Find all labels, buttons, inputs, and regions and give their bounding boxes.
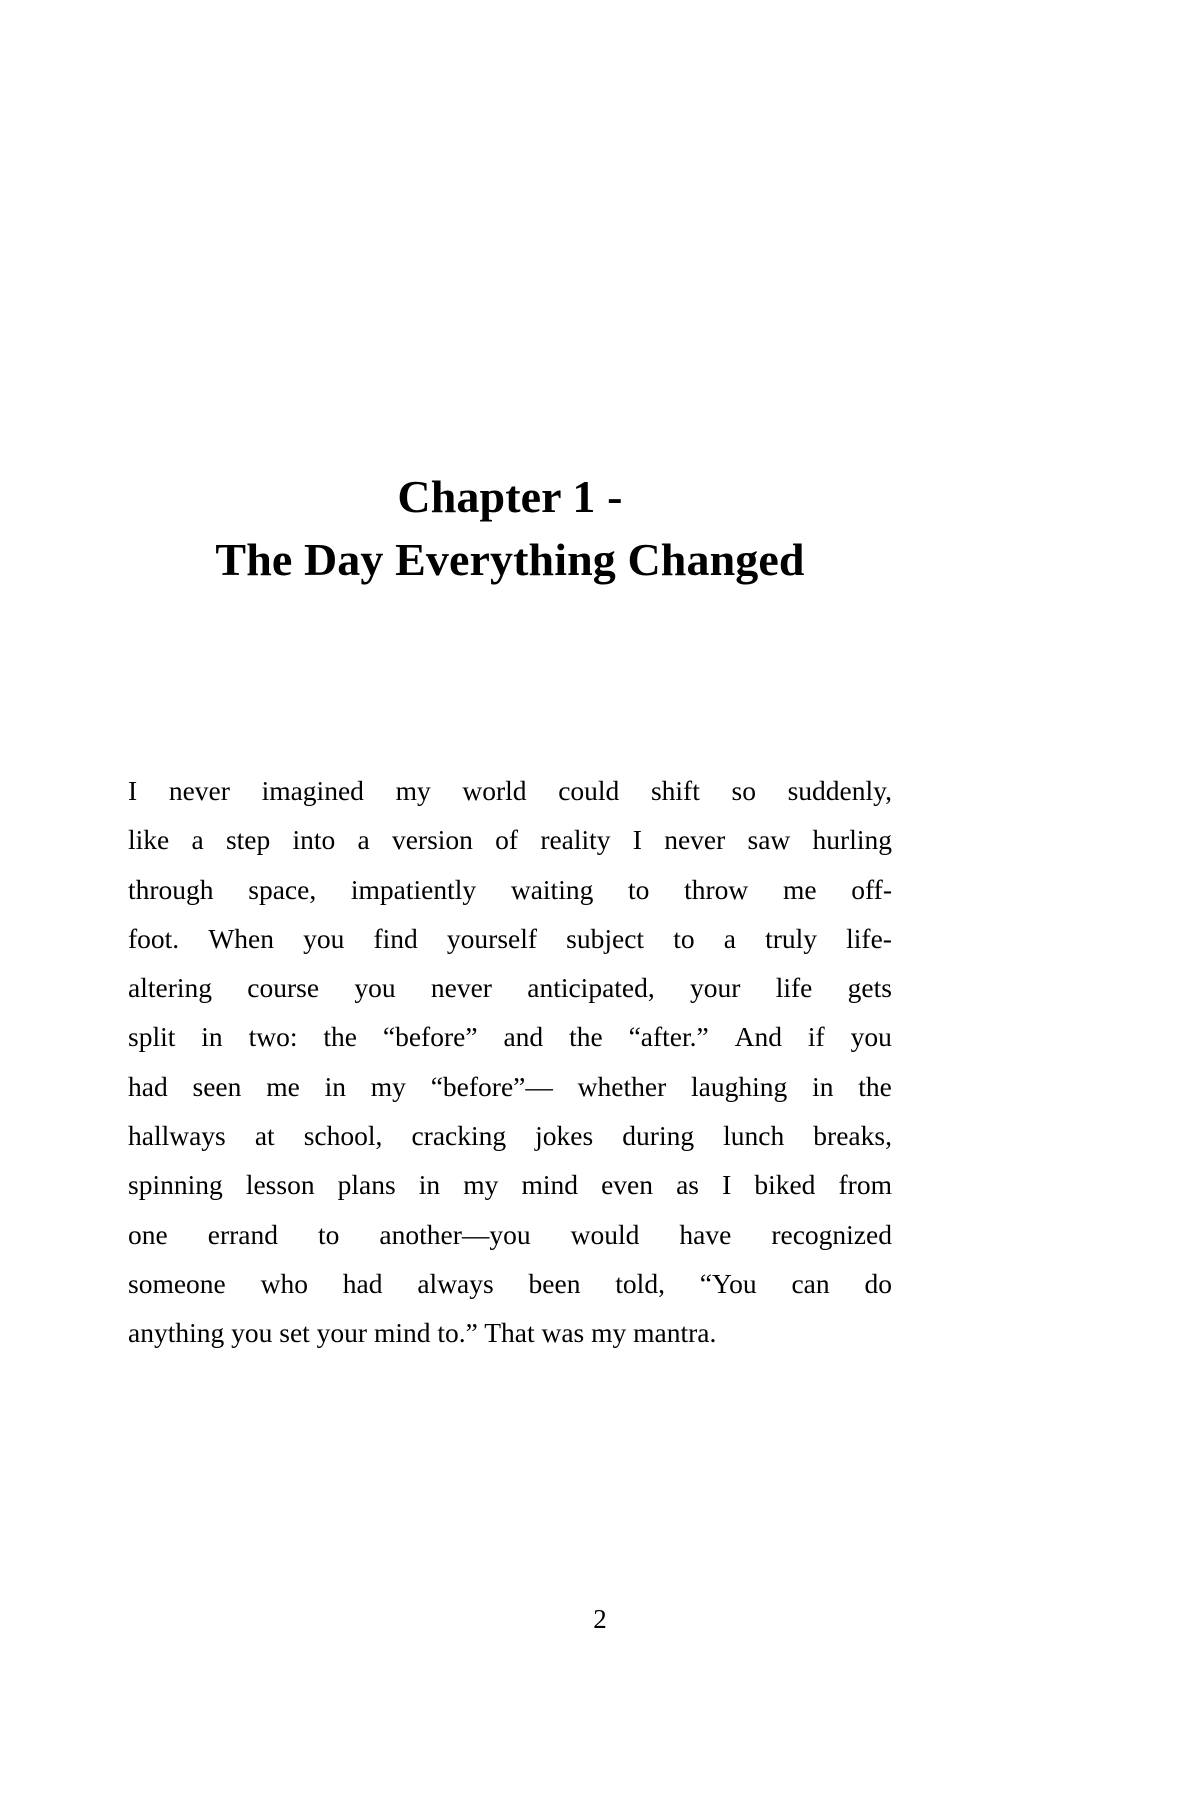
body-line: I never imagined my world could shift so suddenly, bbox=[128, 775, 892, 806]
body-line: had seen me in my “before”— whether laughing in the bbox=[128, 1070, 892, 1102]
body-line: someone who had always been told, “You can do bbox=[128, 1267, 892, 1299]
paragraph bbox=[128, 766, 892, 1358]
page-number: 2 bbox=[593, 1604, 607, 1634]
body-line: hallways at school, cracking jokes during lunch breaks, bbox=[128, 1120, 892, 1152]
chapter-title bbox=[128, 465, 892, 592]
chapter-title-line-2: The Day Everything Changed bbox=[215, 534, 805, 586]
body-line: altering course you never anticipated, your life gets bbox=[128, 972, 892, 1004]
body-line: foot. When you find yourself subject to a truly life- bbox=[128, 922, 892, 954]
body-line: like a step into a version of reality I never saw hurling bbox=[128, 824, 892, 856]
body-text-block bbox=[128, 766, 892, 1358]
chapter-title-line-1: Chapter 1 - bbox=[397, 470, 623, 522]
body-line: through space, impatiently waiting to throw me off- bbox=[128, 873, 892, 905]
body-line: split in two: the “before” and the “after.” And if you bbox=[128, 1021, 892, 1053]
body-line: spinning lesson plans in my mind even as I biked from bbox=[128, 1169, 892, 1201]
body-line: one errand to another—you would have recognized bbox=[128, 1218, 892, 1250]
body-line: anything you set your mind to.” That was my mantra. bbox=[128, 1317, 717, 1349]
